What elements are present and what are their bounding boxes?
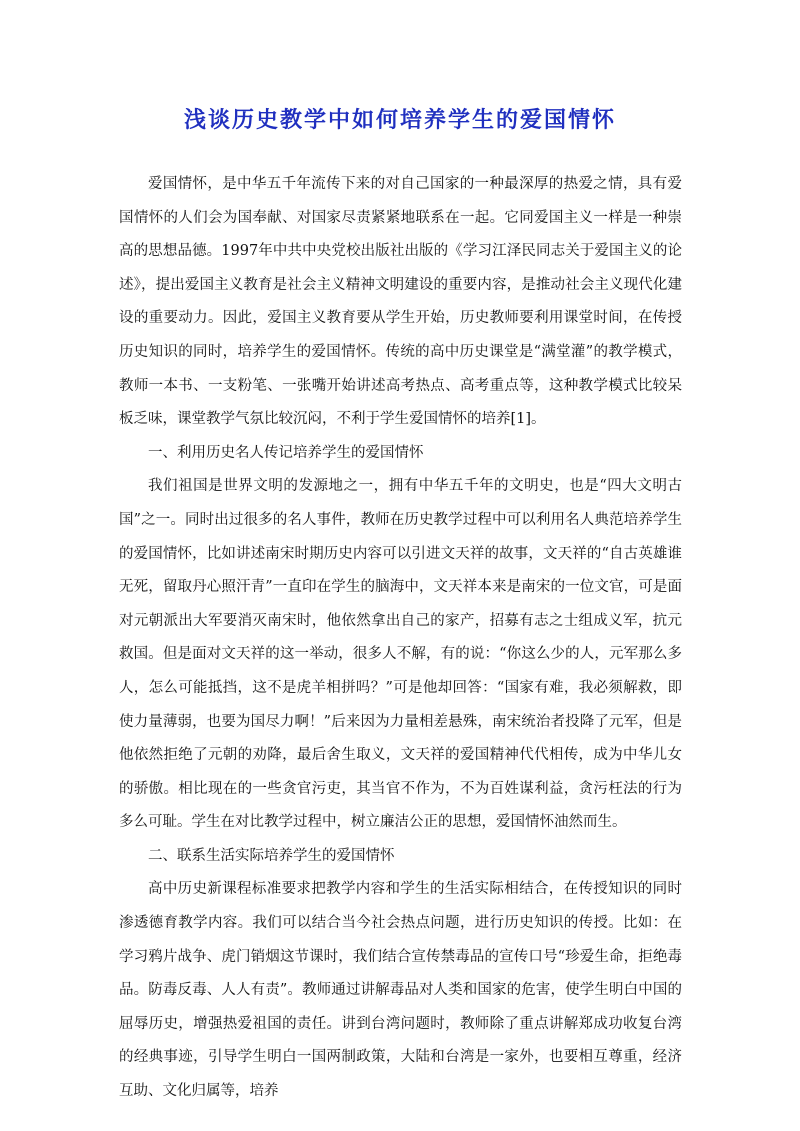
paragraph-section-1: 我们祖国是世界文明的发源地之一，拥有中华五千年的文明史，也是“四大文明古国”之一。同时出过很多的名人事件，教师在历史教学过程中可以利用名人典范培养学生的爱国情怀，比如讲述南宋时期历史内容可以引进文天祥的故事，文天祥的“自古英雄谁无死，留取丹心照汗青”一直印在学生的脑海中，文天祥本来是南宋的一位文官，可是面对元朝派出大军要消灭南宋时，他依然拿出自己的家产，招募有志之士组成义军，抗元救国。但是面对文天祥的这一举动，很多人不解，有的说：“你这么少的人，元军那么多人，怎么可能抵挡，这不是虎羊相拼吗？”可是他却回答：“国家有难，我必须解救，即使力量薄弱，也要为国尽力啊！”后来因为力量相差悬殊，南宋统治者投降了元军，但是他依然拒绝了元朝的劝降，最后舍生取义，文天祥的爱国精神代代相传，成为中华儿女的骄傲。相比现在的一些贪官污吏，其当官不作为，不为百姓谋利益，贪污枉法的行为多么可耻。学生在对比教学过程中，树立廉洁公正的思想，爱国情怀油然而生。 bbox=[119, 478, 682, 831]
document-body bbox=[119, 168, 682, 1109]
document-title: 浅谈历史教学中如何培养学生的爱国情怀 bbox=[183, 107, 616, 133]
paragraph-section-2: 高中历史新课程标准要求把教学内容和学生的生活实际相结合，在传授知识的同时渗透德育教学内容。我们可以结合当今社会热点问题，进行历史知识的传授。比如：在学习鸦片战争、虎门销烟这节课时，我们结合宣传禁毒品的宣传口号“珍爱生命，拒绝毒品。防毒反毒、人人有责”。教师通过讲解毒品对人类和国家的危害，使学生明白中国的屈辱历史，增强热爱祖国的责任。讲到台湾问题时，教师除了重点讲解郑成功收复台湾的经典事迹，引导学生明白一国两制政策，大陆和台湾是一家外，也要相互尊重，经济互助、文化归属等，培养 bbox=[119, 881, 682, 1100]
section-heading-1: 一、利用历史名人传记培养学生的爱国情怀 bbox=[148, 444, 424, 461]
section-heading-2: 二、联系生活实际培养学生的爱国情怀 bbox=[148, 847, 395, 864]
paragraph-intro: 爱国情怀，是中华五千年流传下来的对自己国家的一种最深厚的热爱之情，具有爱国情怀的人们会为国奉献、对国家尽责紧紧地联系在一起。它同爱国主义一样是一种崇高的思想品德。1997年中共中央党校出版社出版的《学习江泽民同志关于爱国主义的论述》，提出爱国主义教育是社会主义精神文明建设的重要内容，是推动社会主义现代化建设的重要动力。因此，爱国主义教育要从学生开始，历史教师要利用课堂时间，在传授历史知识的同时，培养学生的爱国情怀。传统的高中历史课堂是“满堂灌”的教学模式，教师一本书、一支粉笔、一张嘴开始讲述高考热点、高考重点等，这种教学模式比较呆板乏味，课堂教学气氛比较沉闷，不利于学生爱国情怀的培养[1]。 bbox=[119, 176, 682, 428]
